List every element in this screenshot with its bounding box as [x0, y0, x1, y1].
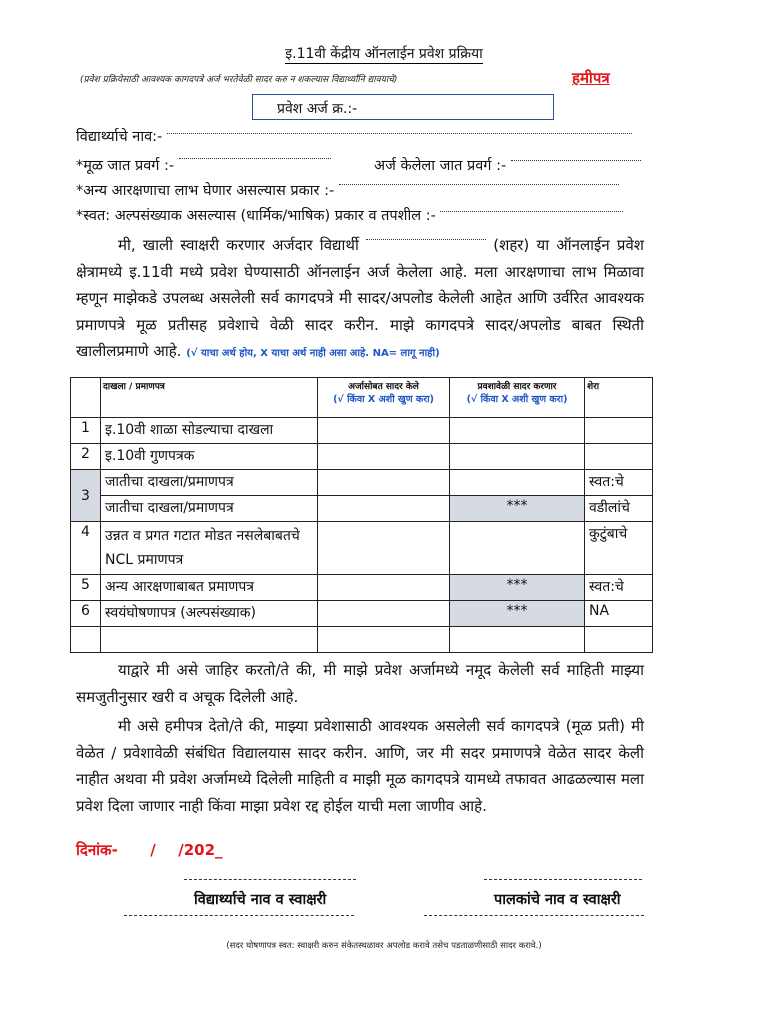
submitted-cell[interactable]: [318, 496, 450, 522]
application-number-box[interactable]: प्रवेश अर्ज क्र.:-: [252, 94, 554, 120]
column-header-remarks: शेरा: [585, 378, 653, 418]
remark-cell: [585, 418, 653, 444]
parent-signature-line: [484, 879, 642, 880]
dotted-line: [167, 132, 632, 134]
dotted-line: [366, 238, 486, 240]
dotted-line: [440, 210, 623, 212]
at-admission-cell[interactable]: [450, 470, 585, 496]
table-row: 1 इ.10वी शाळा सोडल्याचा दाखला: [71, 418, 653, 444]
submitted-cell[interactable]: [318, 444, 450, 470]
form-subtitle: (प्रवेश प्रक्रियेसाठी आवश्यक कागदपत्रे अर्ज भरतेवेळी सादर करु न शकल्यास विद्यार्थ्यांनि द्यावयाचे): [80, 75, 398, 85]
column-header-with-application: अर्जासोबत सादर केले (√ किंवा X अशी खुण करा): [318, 378, 450, 418]
student-signature-line: [184, 879, 356, 880]
student-signature-label: विद्यार्थ्याचे नाव व स्वाक्षरी: [194, 892, 327, 908]
dotted-line: [511, 159, 641, 161]
undertaking-paragraph: मी असे हमीपत्र देतो/ते की, माझ्या प्रवेशासाठी आवश्यक असलेली सर्व कागदपत्रे (मूळ प्रती) मी वेळेत / प्रवेशावेळी संबंधित विद्यालयास सादर करीन. आणि, जर मी सदर प्रमाणपत्रे वेळेत सादर केली नाहीत अथवा मी प्रवेश अर्जामध्ये दिलेली माहिती व माझी मूळ कागदपत्रे यामध्ये तफावत आढळल्यास मला प्रवेश दिला जाणार नाही किंवा माझा प्रवेश रद्द होईल याची मला जाणीव आहे.: [76, 717, 644, 815]
legend-note: (√ याचा अर्थ होय, X याचा अर्थ नाही असा आहे. NA= लागू नाही): [186, 348, 440, 359]
table-header-row: [71, 378, 653, 418]
table-row: 6 स्वयंघोषणापत्र (अल्पसंख्याक) *** NA: [71, 601, 653, 627]
submitted-cell[interactable]: [318, 522, 450, 575]
form-title: इ.11वी केंद्रीय ऑनलाईन प्रवेश प्रक्रिया: [285, 46, 483, 62]
applied-caste-field[interactable]: अर्ज केलेला जात प्रवर्ग :-: [374, 155, 641, 175]
dotted-line: [339, 183, 619, 185]
submitted-cell[interactable]: [318, 418, 450, 444]
date-field[interactable]: दिनांक- / /202_: [76, 841, 223, 859]
at-admission-cell[interactable]: [450, 444, 585, 470]
at-admission-cell: ***: [450, 496, 585, 522]
documents-table: [70, 377, 653, 653]
student-name-line: [124, 915, 354, 916]
submitted-cell[interactable]: [318, 601, 450, 627]
declaration-paragraph: मी, खाली स्वाक्षरी करणार अर्जदार विद्यार्थी (शहर) या ऑनलाईन प्रवेश क्षेत्रामध्ये इ.11वी मध्ये प्रवेश घेण्यासाठी ऑनलाईन अर्ज केलेला आहे. मला आरक्षणाचा लाभ मिळावा म्हणून माझेकडे उपलब्ध असलेली सर्व कागदपत्रे मी सादर/अपलोड केलेली आहेत आणि उर्वरित आवश्यक प्रमाणपत्रे मूळ प्रतीसह प्रवेशाचे वेळी सादर करीन. माझे कागदपत्रे सादर/अपलोड बाबत स्थिती खालीलप्रमाणे आहे. (√ याचा अर्थ होय, X याचा अर्थ नाही असा आहे. NA= लागू नाही): [76, 236, 644, 360]
other-reservation-field[interactable]: *अन्य आरक्षणाचा लाभ घेणार असल्यास प्रकार :-: [76, 180, 619, 200]
remark-cell: स्वत:चे: [585, 575, 653, 601]
remark-cell: वडीलांचे: [585, 496, 653, 522]
table-row: जातीचा दाखला/प्रमाणपत्र *** वडीलांचे: [71, 496, 653, 522]
student-name-field[interactable]: विद्यार्थ्याचे नाव:-: [76, 126, 632, 146]
remark-cell: [585, 444, 653, 470]
table-row: 5 अन्य आरक्षणाबाबत प्रमाणपत्र *** स्वत:चे: [71, 575, 653, 601]
parent-signature-label: पालकांचे नाव व स्वाक्षरी: [494, 892, 621, 908]
table-row: 3 जातीचा दाखला/प्रमाणपत्र स्वत:चे: [71, 470, 653, 496]
remark-cell: कुटुंबाचे: [585, 522, 653, 575]
at-admission-cell: ***: [450, 575, 585, 601]
table-row: 4 उन्नत व प्रगत गटात मोडत नसलेबाबतचे NCL प्रमाणपत्र कुटुंबाचे: [71, 522, 653, 575]
submitted-cell[interactable]: [318, 470, 450, 496]
table-row-empty: [71, 627, 653, 653]
at-admission-cell[interactable]: [450, 522, 585, 575]
table-row: 2 इ.10वी गुणपत्रक: [71, 444, 653, 470]
hamipatra-heading: हमीपत्र: [572, 69, 610, 87]
original-caste-field[interactable]: *मूळ जात प्रवर्ग :-: [76, 155, 331, 175]
at-admission-cell: ***: [450, 601, 585, 627]
parent-name-line: [424, 915, 644, 916]
remark-cell: स्वत:चे: [585, 470, 653, 496]
column-header-at-admission: प्रवशावेळी सादर करणार (√ किंवा X अशी खुण करा): [450, 378, 585, 418]
dotted-line: [179, 157, 331, 159]
footnote: (सदर घोषणापत्र स्वत: स्वाक्षरी करुन संकेतस्थळावर अपलोड करावे तसेच पडताळणीसाठी सादर करावे.): [226, 941, 542, 951]
declaration-truth-paragraph: याद्वारे मी असे जाहिर करतो/ते की, मी माझे प्रवेश अर्जामध्ये नमूद केलेली सर्व माहिती माझ्या समजुतीनुसार खरी व अचूक दिलेली आहे.: [76, 661, 644, 706]
column-header-document: दाखला / प्रमाणपत्र: [101, 378, 318, 418]
at-admission-cell[interactable]: [450, 418, 585, 444]
minority-field[interactable]: *स्वत: अल्पसंख्याक असल्यास (धार्मिक/भाषिक) प्रकार व तपशील :-: [76, 205, 623, 225]
submitted-cell[interactable]: [318, 575, 450, 601]
remark-cell: NA: [585, 601, 653, 627]
